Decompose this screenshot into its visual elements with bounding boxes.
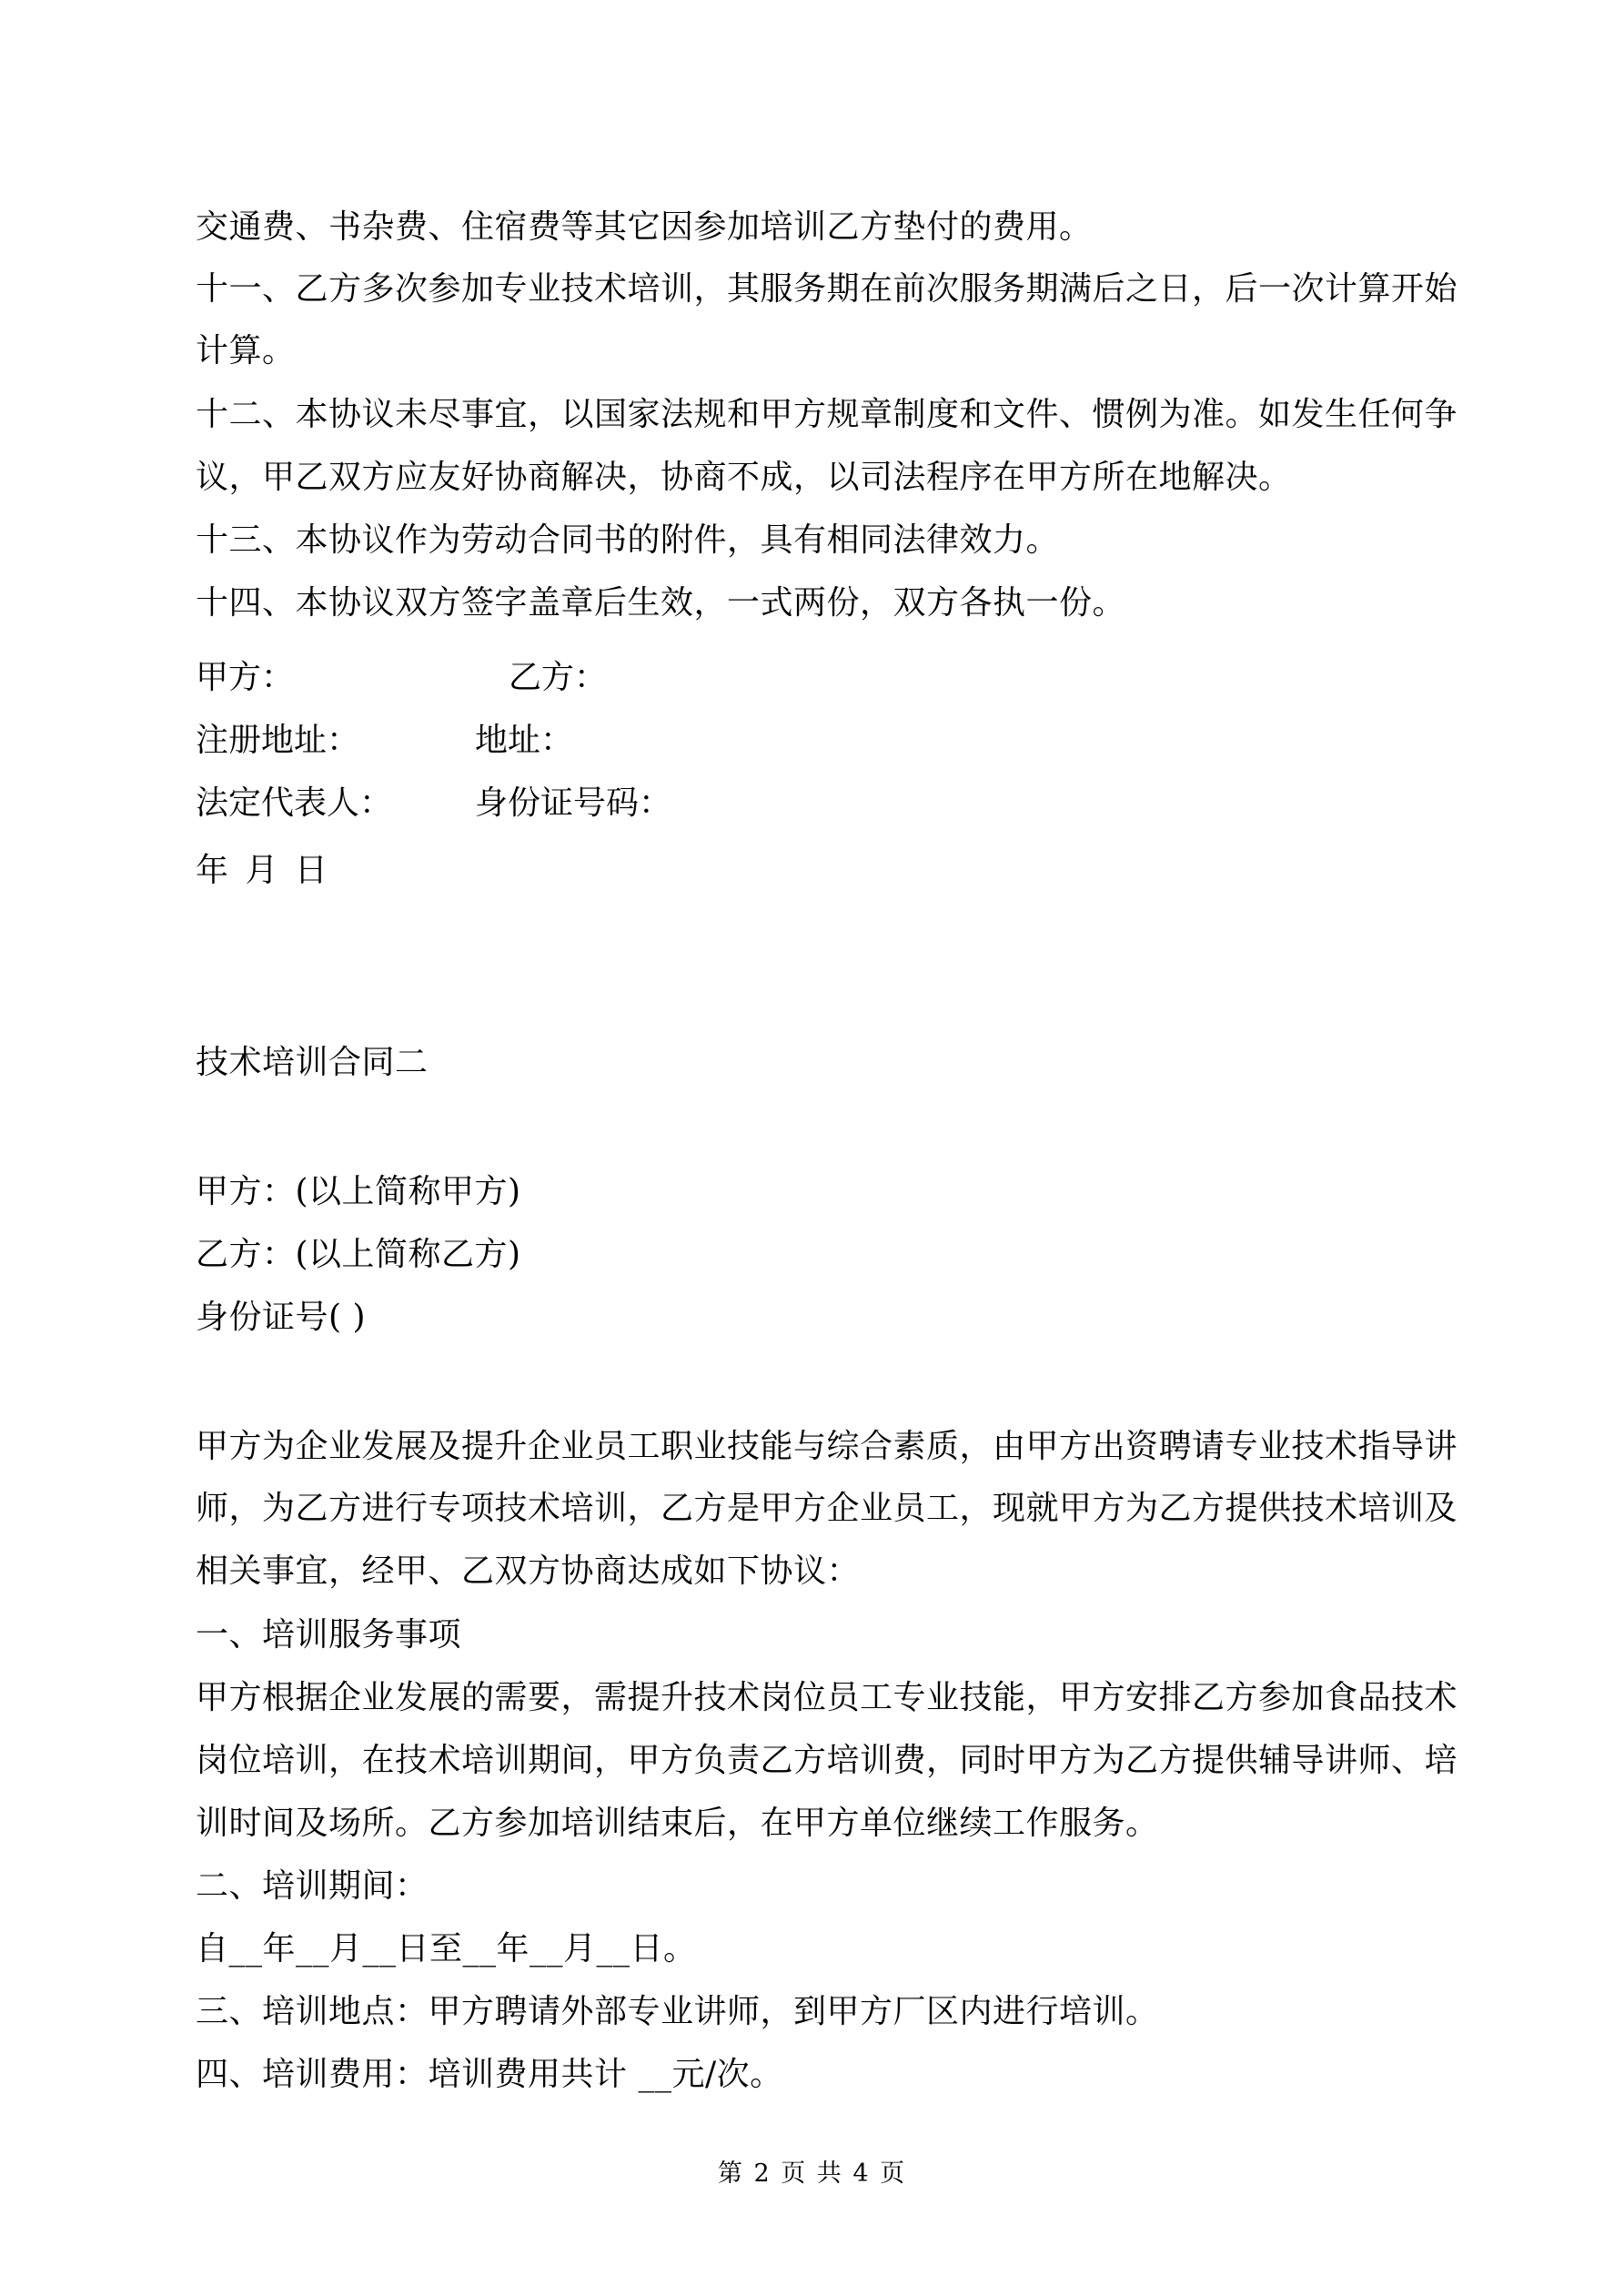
- party-b-line: 乙方：(以上简称乙方): [196, 1236, 521, 1273]
- signature-row-parties: [196, 658, 1469, 698]
- reg-address-label: 注册地址：: [196, 722, 360, 759]
- paragraph-line: 计算。: [196, 332, 296, 369]
- page-footer: 第 2 页 共 4 页: [717, 2159, 907, 2188]
- signature-row-address: [196, 721, 1469, 761]
- paragraph-line: 十四、本协议双方签字盖章后生效，一式两份，双方各执一份。: [196, 584, 1126, 622]
- address-label: 地址：: [475, 722, 574, 759]
- paragraph-line: 交通费、书杂费、住宿费等其它因参加培训乙方垫付的费用。: [196, 208, 1093, 246]
- paragraph-line: 甲方为企业发展及提升企业员工职业技能与综合素质，由甲方出资聘请专业技术指导讲: [196, 1428, 1458, 1465]
- section-title: 技术培训合同二: [196, 1044, 429, 1081]
- id-line: 身份证号( ): [196, 1299, 367, 1336]
- id-number-label: 身份证号码：: [475, 784, 672, 822]
- paragraph-line: 十一、乙方多次参加专业技术培训，其服务期在前次服务期满后之日，后一次计算开始: [196, 270, 1458, 308]
- signature-date: 年 月 日: [196, 852, 328, 889]
- paragraph-line: 师，为乙方进行专项技术培训，乙方是甲方企业员工，现就甲方为乙方提供技术培训及: [196, 1490, 1458, 1527]
- section-heading: 二、培训期间：: [196, 1867, 429, 1905]
- paragraph-line: 自__年__月__日至__年__月__日。: [196, 1930, 697, 1967]
- party-a-line: 甲方：(以上简称甲方): [196, 1173, 521, 1210]
- paragraph-line: 岗位培训，在技术培训期间，甲方负责乙方培训费，同时甲方为乙方提供辅导讲师、培: [196, 1742, 1458, 1779]
- section-heading: 一、培训服务事项: [196, 1616, 462, 1654]
- signature-row-rep: [196, 784, 1469, 824]
- section-heading: 三、培训地点：甲方聘请外部专业讲师，到甲方厂区内进行培训。: [196, 1993, 1159, 2030]
- paragraph-line: 甲方根据企业发展的需要，需提升技术岗位员工专业技能，甲方安排乙方参加食品技术: [196, 1679, 1458, 1716]
- party-b-label: 乙方：: [509, 659, 608, 696]
- paragraph-line: 训时间及场所。乙方参加培训结束后，在甲方单位继续工作服务。: [196, 1805, 1159, 1842]
- paragraph-line: 十二、本协议未尽事宜，以国家法规和甲方规章制度和文件、惯例为准。如发生任何争: [196, 396, 1458, 433]
- party-a-label: 甲方：: [196, 659, 295, 696]
- paragraph-line: 相关事宜，经甲、乙双方协商达成如下协议：: [196, 1553, 861, 1590]
- paragraph-line: 议，甲乙双方应友好协商解决，协商不成，以司法程序在甲方所在地解决。: [196, 459, 1292, 496]
- section-heading: 四、培训费用：培训费用共计 __元/次。: [196, 2056, 783, 2093]
- paragraph-line: 十三、本协议作为劳动合同书的附件，具有相同法律效力。: [196, 521, 1060, 559]
- legal-rep-label: 法定代表人：: [196, 784, 393, 822]
